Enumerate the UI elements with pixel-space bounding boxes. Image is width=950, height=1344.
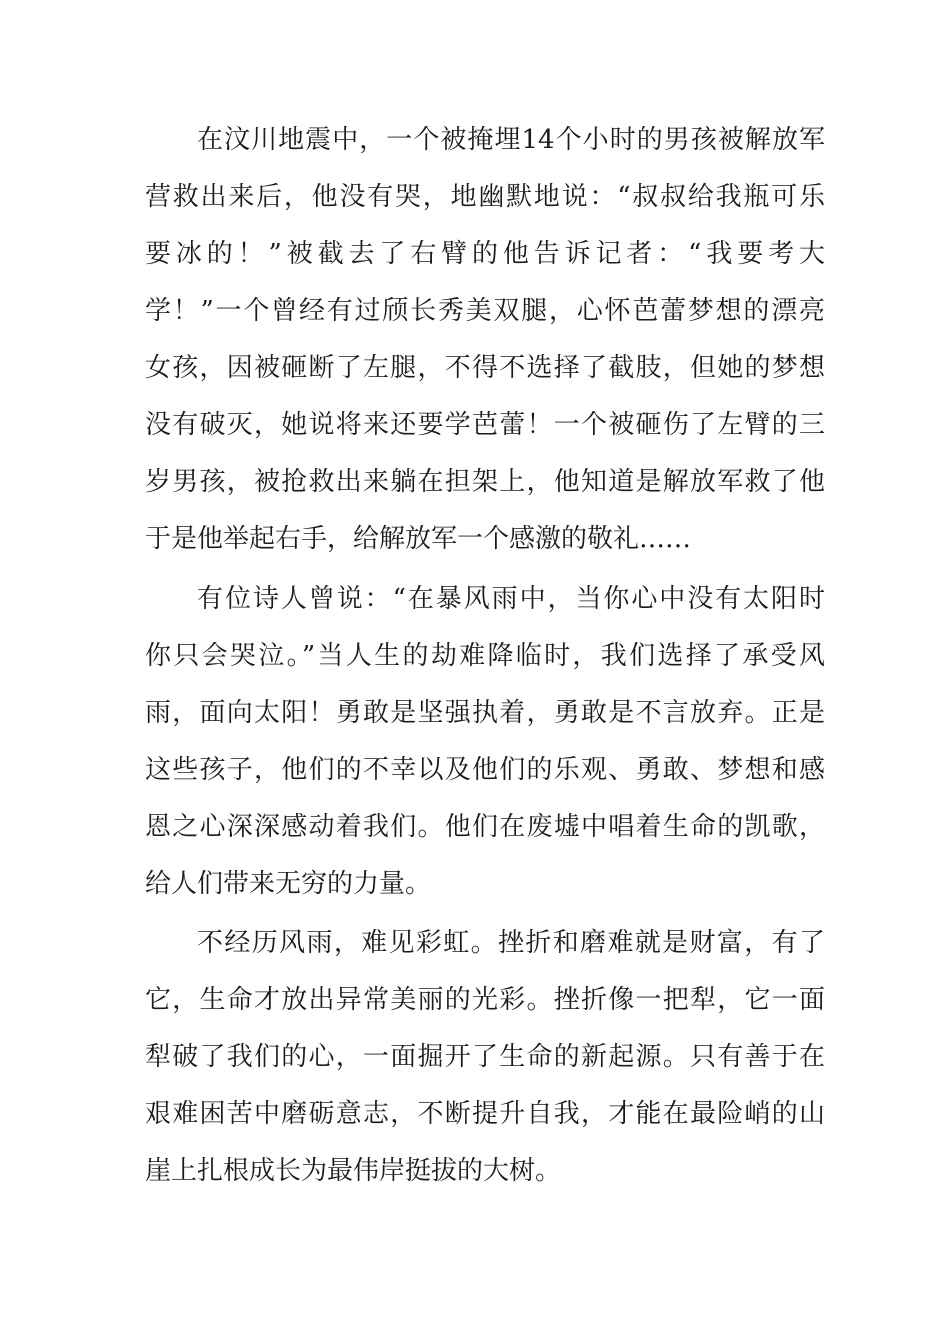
text-line: 你只会哭泣。”当人生的劫难降临时，我们选择了承受风 <box>145 641 825 671</box>
text-line: 没有破灭，她说将来还要学芭蕾！一个被砸伤了左臂的三 <box>145 410 825 440</box>
text-line: 这些孩子，他们的不幸以及他们的乐观、勇敢、梦想和感 <box>145 755 825 785</box>
text-line: 它，生命才放出异常美丽的光彩。挫折像一把犁，它一面 <box>145 985 825 1015</box>
text-line: 崖上扎根成长为最伟岸挺拔的大树。 <box>145 1156 562 1186</box>
text-line: 雨，面向太阳！勇敢是坚强执着，勇敢是不言放弃。正是 <box>145 698 825 728</box>
paragraph-poet-quote <box>145 571 825 913</box>
text-line: 岁男孩，被抢救出来躺在担架上，他知道是解放军救了他 <box>145 467 825 497</box>
text-line: 有位诗人曾说：“在暴风雨中，当你心中没有太阳时 <box>197 584 825 614</box>
paragraph-earthquake-children <box>145 112 825 568</box>
text-line: 要冰的！”被截去了右臂的他告诉记者：“我要考大 <box>145 239 825 269</box>
paragraph-adversity <box>145 915 825 1200</box>
text-line: 恩之心深深感动着我们。他们在废墟中唱着生命的凯歌， <box>145 812 825 842</box>
text-line: 艰难困苦中磨砺意志，不断提升自我，才能在最险峭的山 <box>145 1099 825 1129</box>
text-line: 在汶川地震中，一个被掩埋14个小时的男孩被解放军 <box>197 125 825 155</box>
text-line: 犁破了我们的心，一面掘开了生命的新起源。只有善于在 <box>145 1042 825 1072</box>
text-line: 学！”一个曾经有过颀长秀美双腿，心怀芭蕾梦想的漂亮 <box>145 296 825 326</box>
text-line: 给人们带来无穷的力量。 <box>145 869 432 899</box>
text-line: 不经历风雨，难见彩虹。挫折和磨难就是财富，有了 <box>197 928 825 958</box>
text-line: 女孩，因被砸断了左腿，不得不选择了截肢，但她的梦想 <box>145 353 825 383</box>
text-line: 营救出来后，他没有哭，地幽默地说：“叔叔给我瓶可乐 <box>145 182 825 212</box>
text-line: 于是他举起右手，给解放军一个感激的敬礼…… <box>145 524 692 554</box>
